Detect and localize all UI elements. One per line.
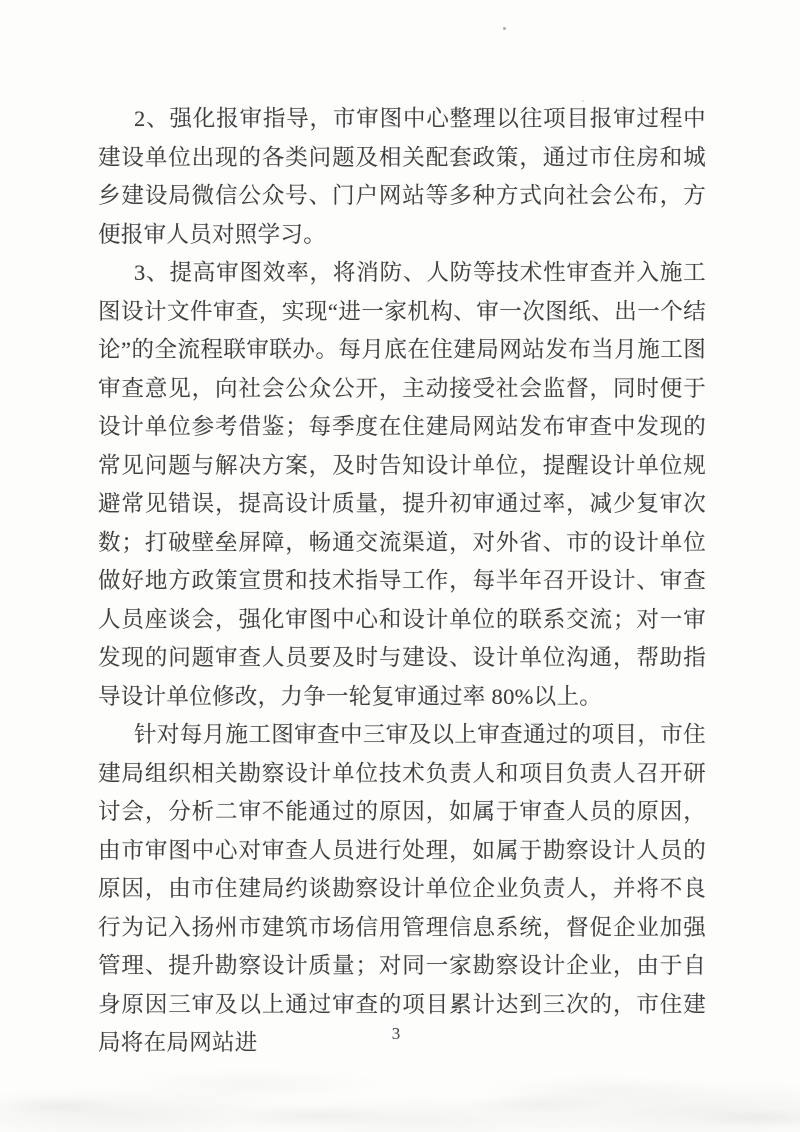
paragraph: 针对每月施工图审查中三审及以上审查通过的项目，市住建局组织相关勘察设计单位技术负责人和项目负责人召开研讨会，分析二审不能通过的原因，如属于审查人员的原因，由市审图中心对审查人员进行处理，如属于勘察设计人员的原因，由市住建局约谈勘察设计单位企业负责人，并将不良行为记入扬州市建筑市场信用管理信息系统，督促企业加强管理、提升勘察设计质量；对同一家勘察设计企业，由于自身原因三审及以上通过审查的项目累计达到三次的，市住建局将在局网站进 [98,722,706,1055]
page-number: 3 [391,1024,401,1043]
scan-shadow [0,1076,800,1132]
scan-speck [582,100,584,102]
scan-speck [503,27,506,30]
paragraph: 2、强化报审指导，市审图中心整理以往项目报审过程中建设单位出现的各类问题及相关配套政策，通过市住房和城乡建设局微信公众号、门户网站等多种方式向社会公布，方便报审人员对照学习。 [98,106,706,247]
paragraph: 3、提高审图效率，将消防、人防等技术性审查并入施工图设计文件审查，实现“进一家机构、审一次图纸、出一个结论”的全流程联审联办。每月底在住建局网站发布当月施工图审查意见，向社会公众公开，主动接受社会监督，同时便于设计单位参考借鉴；每季度在住建局网站发布审查中发现的常见问题与解决方案，及时告知设计单位，提醒设计单位规避常见错误，提高设计质量，提升初审通过率，减少复审次数；打破壁垒屏障，畅通交流渠道，对外省、市的设计单位做好地方政策宣贯和技术指导工作，每半年召开设计、审查人员座谈会，强化审图中心和设计单位的联系交流；对一审发现的问题审查人员要及时与建设、设计单位沟通，帮助指导设计单位修改，力争一轮复审通过率 80%以上。 [98,260,706,709]
document-body [98,100,706,1063]
